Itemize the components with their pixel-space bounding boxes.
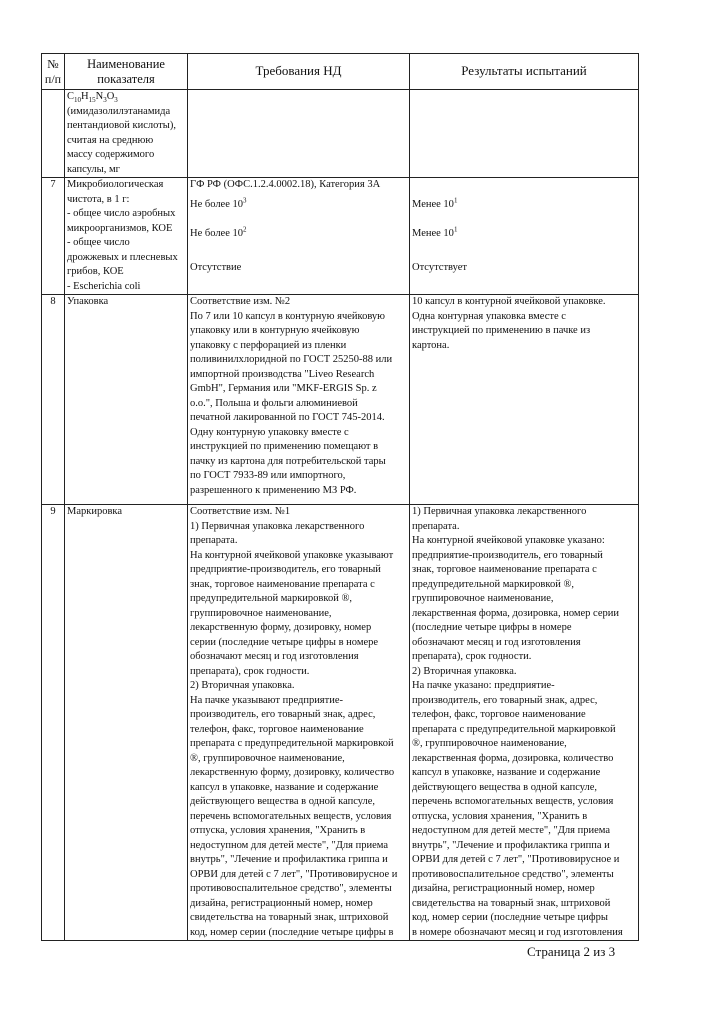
cell-line: лекарственная форма, дозировка, количество <box>412 752 614 764</box>
cell-line: Соответствие изм. №1 <box>190 506 291 517</box>
cell-line: 2) Вторичная упаковка. <box>190 680 295 691</box>
result-ecoli: Отсутствует <box>412 261 467 273</box>
cell-line: 1) Первичная упаковка лекарственного <box>190 520 365 532</box>
cell-line: поливинилхлоридной по ГОСТ 25250-88 или <box>190 354 393 365</box>
requirement-cell <box>188 295 410 505</box>
cell-line: капсул в упаковке, название и содержание <box>412 767 601 778</box>
cell-line: грибов, КОЕ <box>67 266 124 277</box>
cell-line: внутрь", "Лечение и профилактика гриппа и <box>190 854 388 865</box>
cell-line: недоступном для детей месте", "Для приема <box>190 839 388 851</box>
cell-line: ОРВИ для детей с 7 лет", "Противовирусное и <box>190 868 398 880</box>
column-header-num: № п/п <box>42 54 65 90</box>
cell-line: предприятие-производитель, его товарный <box>190 564 381 575</box>
table-row-packaging <box>42 295 639 505</box>
cell-line: группировочное наименование, <box>190 607 332 619</box>
requirement-cell <box>188 505 410 941</box>
cell-line: перечень вспомогательных веществ, условия <box>190 810 392 822</box>
requirement-fungi: Не более $10^2$ <box>190 225 247 239</box>
cell-line: отпуска, условия хранения, "Хранить в <box>190 825 366 836</box>
cell-line: отпуска, условия хранения, "Хранить в <box>412 810 588 822</box>
column-header-name: Наименование показателя <box>65 54 188 90</box>
column-header-results: Результаты испытаний <box>410 54 639 90</box>
cell-line: код, номер серии (последние четыре цифры в <box>190 926 394 938</box>
cell-line: дизайна, регистрационный номер, номер <box>190 897 373 909</box>
cell-line: пентандиовой кислоты), <box>67 120 176 131</box>
cell-line: Одну контурную упаковку вместе с <box>190 426 349 438</box>
requirement-ecoli: Отсутствие <box>190 261 242 273</box>
cell-line: предприятие-производитель, его товарный <box>412 549 603 561</box>
cell-line: телефон, факс, торговое наименование <box>190 723 364 735</box>
cell-line: производитель, его товарный знак, адрес, <box>190 709 376 720</box>
cell-line: считая на среднюю <box>67 134 154 146</box>
cell-line: импортной производства "Liveo Research <box>190 368 375 380</box>
row-number: 8 <box>42 295 65 505</box>
cell-line: по ГОСТ 7933-89 или импортного, <box>190 470 346 481</box>
cell-line: знак, торговое наименование препарата с <box>412 564 597 575</box>
cell-line: обозначают месяц и год изготовления <box>190 651 359 662</box>
indicator-name <box>65 178 188 295</box>
cell-line: На пачке указано: предприятие- <box>412 680 555 691</box>
result-fungi: Менее $10^1$ <box>412 225 458 239</box>
cell-line: ОРВИ для детей с 7 лет", "Противовирусное и <box>412 854 620 865</box>
cell-line: действующего вещества в одной капсуле, <box>190 796 376 807</box>
requirement-head: ГФ РФ (ОФС.1.2.4.0002.18), Категория 3А <box>190 179 381 190</box>
cell-line: GmbH", Германия или "MKF-ERGIS Sp. z <box>190 383 377 394</box>
continued-indicator-name <box>65 90 188 178</box>
cell-line: препарата с предупредительной маркировкой <box>190 738 394 749</box>
cell-line: группировочное наименование, <box>412 593 554 604</box>
cell-line: 10 капсул в контурной ячейковой упаковке. <box>412 296 606 307</box>
cell-line: чистота, в 1 г: <box>67 193 130 205</box>
cell-line: (имидазолилэтанамида <box>67 105 171 117</box>
cell-line: - Escherichia coli <box>67 280 141 292</box>
cell-line: внутрь", "Лечение и профилактика гриппа и <box>412 839 610 851</box>
cell-line: серии (последние четыре цифры в номере <box>190 636 379 648</box>
cell-line: лекарственную форму, дозировку, номер <box>190 622 372 633</box>
result-cell <box>410 295 639 505</box>
cell-line: препарата), срок годности. <box>412 651 532 662</box>
table-row-microbiology <box>42 178 639 295</box>
cell-line: свидетельства на товарный знак, штриховой <box>412 897 611 909</box>
cell-line: препарата), срок годности. <box>190 665 310 677</box>
requirement-aerobic: Не более $10^3$ <box>190 196 247 210</box>
cell-line: предупредительной маркировкой ®, <box>412 578 575 590</box>
cell-line: o.o.", Польша и фольги алюминиевой <box>190 397 358 409</box>
cell-line: Одна контурная упаковка вместе с <box>412 310 566 322</box>
cell-line: код, номер серии (последние четыре цифры <box>412 912 608 923</box>
result-cell <box>410 178 639 295</box>
result-aerobic: Менее $10^1$ <box>412 196 458 210</box>
cell-line: печатной лакированной по ГОСТ 745-2014. <box>190 412 385 423</box>
cell-line: (последние четыре цифры в номере <box>412 622 572 633</box>
cell-line: противовоспалительное средство", элементы <box>412 868 614 880</box>
cell-line: инструкцией по применению в пачке из <box>412 325 591 336</box>
cell-line: пачку из картона для потребительской тары <box>190 455 386 467</box>
chemical-formula: $C_{10}H_{15}N_3O_3$ <box>67 91 118 105</box>
result-cell <box>410 505 639 941</box>
cell-line: обозначают месяц и год изготовления <box>412 636 581 648</box>
cell-line: массу содержимого <box>67 149 155 160</box>
table-row-continued <box>42 90 639 178</box>
cell-line: картона. <box>412 339 450 351</box>
cell-line: разрешенного к применению МЗ РФ. <box>190 484 357 496</box>
cell-line: На пачке указывают предприятие- <box>190 694 344 706</box>
cell-line: действующего вещества в одной капсуле, <box>412 781 598 793</box>
cell-line: ®, группировочное наименование, <box>190 752 345 764</box>
row-number: 7 <box>42 178 65 295</box>
cell-line: упаковку или в контурную ячейковую <box>190 325 360 336</box>
cell-line: знак, торговое наименование препарата с <box>190 578 375 590</box>
row-number: 9 <box>42 505 65 941</box>
cell-line: препарата с предупредительной маркировкой <box>412 723 616 735</box>
column-header-requirements: Требования НД <box>188 54 410 90</box>
cell-line: капсулы, мг <box>67 163 120 175</box>
cell-line: 2) Вторичная упаковка. <box>412 665 517 677</box>
cell-line: На контурной ячейковой упаковке указано: <box>412 535 605 546</box>
cell-line: - общее число <box>67 237 130 248</box>
cell-line: На контурной ячейковой упаковке указывают <box>190 549 394 561</box>
page-number: Страница 2 из 3 <box>527 944 616 959</box>
cell-line: микроорганизмов, КОЕ <box>67 222 173 234</box>
table-header-row <box>42 54 639 90</box>
indicator-name: Маркировка <box>65 505 188 941</box>
cell-line: недоступном для детей месте", "Для приема <box>412 825 610 836</box>
cell-line: лекарственная форма, дозировка, номер серии <box>412 607 619 619</box>
cell-line: в номере обозначают месяц и год изготовления <box>412 926 623 938</box>
cell-line: перечень вспомогательных веществ, условия <box>412 796 614 807</box>
cell-line: дизайна, регистрационный номер, номер <box>412 883 595 894</box>
cell-line: Микробиологическая <box>67 179 164 190</box>
cell-line: производитель, его товарный знак, адрес, <box>412 694 598 706</box>
cell-line: инструкцией по применению помещают в <box>190 441 379 452</box>
indicator-name: Упаковка <box>65 295 188 505</box>
cell-line: противовоспалительное средство", элементы <box>190 883 392 894</box>
test-results-table <box>41 53 639 941</box>
cell-line: свидетельства на товарный знак, штриховой <box>190 912 389 923</box>
cell-line: упаковку с перфорацией из пленки <box>190 339 347 351</box>
cell-line: лекарственную форму, дозировку, количество <box>190 767 395 778</box>
requirement-cell <box>188 178 410 295</box>
table-row-labeling <box>42 505 639 941</box>
cell-line: препарата. <box>190 535 238 546</box>
cell-line: телефон, факс, торговое наименование <box>412 709 586 720</box>
cell-line: ®, группировочное наименование, <box>412 738 567 749</box>
cell-line: 1) Первичная упаковка лекарственного <box>412 506 587 517</box>
cell-line: дрожжевых и плесневых <box>67 251 178 263</box>
cell-line: предупредительной маркировкой ®, <box>190 593 353 604</box>
cell-line: препарата. <box>412 520 460 532</box>
cell-line: капсул в упаковке, название и содержание <box>190 781 379 793</box>
cell-line: Соответствие изм. №2 <box>190 296 291 307</box>
cell-line: - общее число аэробных <box>67 208 176 219</box>
cell-line: По 7 или 10 капсул в контурную ячейковую <box>190 310 386 322</box>
